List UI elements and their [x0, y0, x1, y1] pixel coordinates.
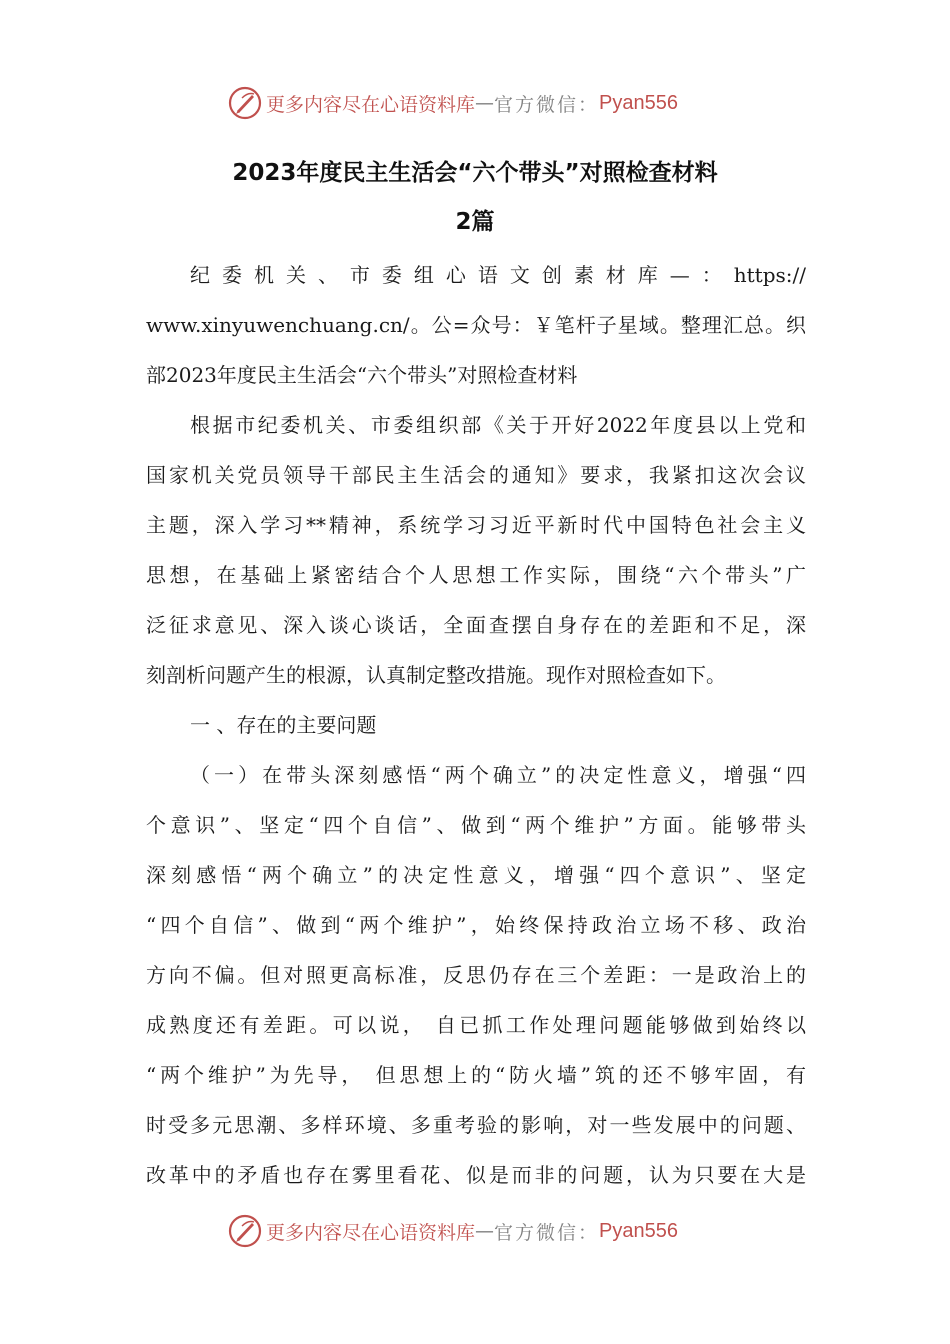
wechat-label: 官方微信：	[494, 93, 600, 116]
text-line: 国家机关党员领导干部民主生活会的通知》要求，我紧扣这次会议	[146, 463, 806, 487]
quill-logo-icon	[228, 1214, 262, 1248]
text-line: （一）在带头深刻感悟“两个确立”的决定性意义，增强“四	[190, 763, 806, 787]
wechat-label: 官方微信：	[494, 1221, 600, 1244]
section-heading: 一 、存在的主要问题	[190, 713, 377, 737]
text-line: 主题，深入学习**精神，系统学习习近平新时代中国特色社会主义	[146, 513, 806, 537]
banner-slogan: 更多内容尽在心语资料库	[266, 1221, 476, 1244]
text-line: 部2023年度民主生活会“六个带头”对照检查材料	[146, 363, 578, 387]
text-line: 个意识”、坚定“四个自信”、做到“两个维护”方面。能够带头	[146, 813, 806, 837]
document-title: 2023年度民主生活会“六个带头”对照检查材料	[232, 160, 718, 186]
banner-separator: —	[475, 92, 495, 114]
text-line: 纪委机关、市委组心语文创素材库—：https://	[190, 263, 806, 287]
text-line: “两个维护”为先导， 但思想上的“防火墙”筑的还不够牢固，有	[146, 1063, 806, 1087]
document-title-line2: 2篇	[455, 209, 495, 235]
footer-banner	[0, 1209, 950, 1253]
text-line: www.xinyuwenchuang.cn/。公=众号：￥笔杆子星域。整理汇总。织	[146, 313, 806, 337]
text-line: 深刻感悟“两个确立”的决定性意义，增强“四个意识”、坚定	[146, 863, 806, 887]
header-banner	[0, 81, 950, 125]
wechat-id: Pyan556	[599, 1219, 678, 1242]
text-line: 时受多元思潮、多样环境、多重考验的影响，对一些发展中的问题、	[146, 1113, 806, 1137]
text-line: “四个自信”、做到“两个维护”，始终保持政治立场不移、政治	[146, 913, 806, 937]
banner-slogan: 更多内容尽在心语资料库	[266, 93, 476, 116]
text-line: 成熟度还有差距。可以说， 自已抓工作处理问题能够做到始终以	[146, 1013, 806, 1037]
text-line: 根据市纪委机关、市委组织部《关于开好2022年度县以上党和	[190, 413, 806, 437]
text-line: 泛征求意见、深入谈心谈话，全面查摆自身存在的差距和不足，深	[146, 613, 806, 637]
text-line: 思想，在基础上紧密结合个人思想工作实际，围绕“六个带头”广	[146, 563, 806, 587]
banner-separator: —	[475, 1220, 495, 1242]
document-body	[146, 250, 806, 1200]
text-line: 刻剖析问题产生的根源，认真制定整改措施。现作对照检查如下。	[146, 663, 726, 687]
text-line: 方向不偏。但对照更高标准，反思仍存在三个差距：一是政治上的	[146, 963, 806, 987]
quill-logo-icon	[228, 86, 262, 120]
wechat-id: Pyan556	[599, 91, 678, 114]
text-line: 改革中的矛盾也存在雾里看花、似是而非的问题，认为只要在大是	[146, 1163, 806, 1187]
